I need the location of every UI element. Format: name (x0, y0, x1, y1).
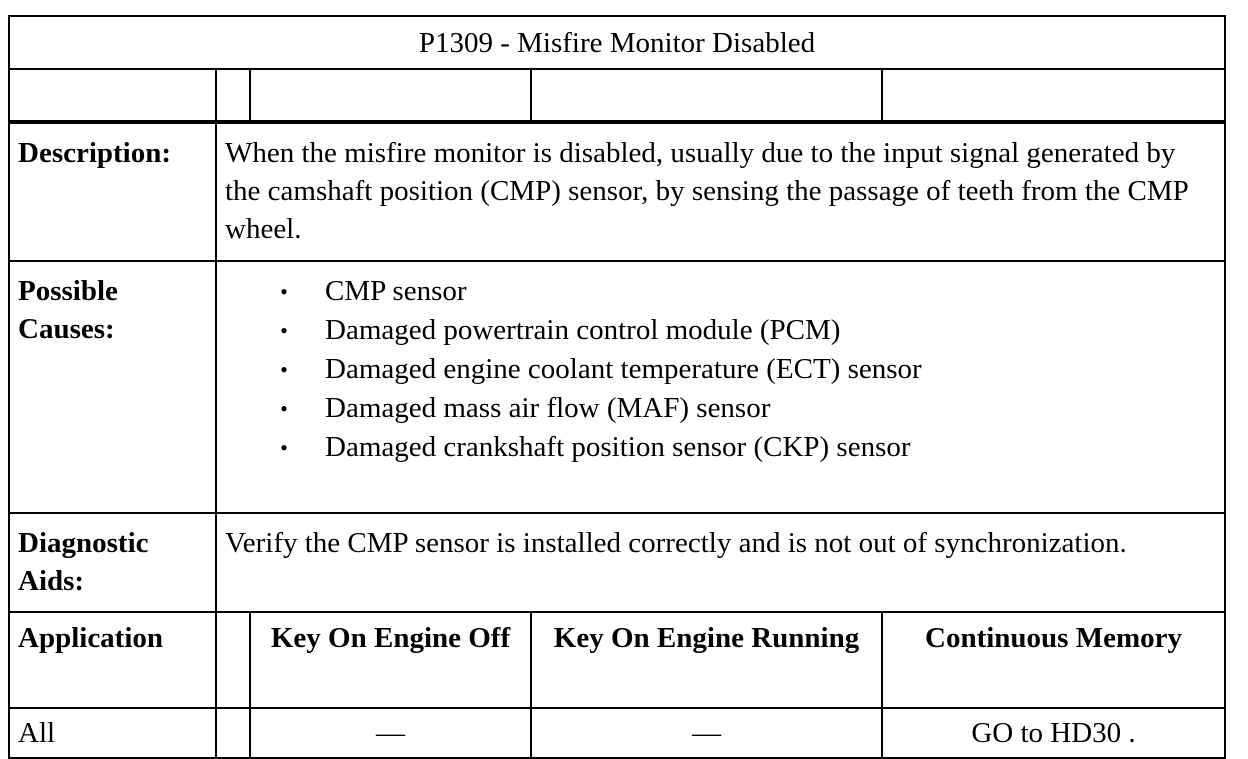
koer-header: Key On Engine Running (531, 612, 882, 708)
blank-cell (216, 69, 250, 122)
spacer-cell (216, 612, 250, 708)
description-text: When the misfire monitor is disabled, usually due to the input signal generated by the camshaft position (CMP) sensor, by sensing the passage of teeth from the CMP wheel. (216, 122, 1225, 261)
koer-cell: — (531, 708, 882, 758)
list-item: • Damaged crankshaft position sensor (CKP) sensor (325, 428, 1216, 467)
diagnostic-aids-label: Diagnostic Aids: (9, 513, 216, 612)
list-item: • Damaged mass air flow (MAF) sensor (325, 389, 1216, 428)
bullet-icon: • (280, 279, 288, 304)
spacer-cell (216, 708, 250, 758)
dtc-title: P1309 - Misfire Monitor Disabled (9, 16, 1225, 69)
table-row (9, 708, 1225, 758)
blank-row (9, 69, 1225, 122)
application-header: Application (9, 612, 216, 708)
koeo-cell: — (250, 708, 531, 758)
application-cell: All (9, 708, 216, 758)
list-item: • CMP sensor (325, 272, 1216, 311)
possible-causes-row (9, 261, 1225, 513)
blank-cell (250, 69, 531, 122)
list-item: • Damaged powertrain control module (PCM) (325, 311, 1216, 350)
application-header-row (9, 612, 1225, 708)
dtc-table (8, 15, 1226, 759)
possible-causes-cell (216, 261, 1225, 513)
bullet-icon: • (280, 396, 288, 421)
koeo-header: Key On Engine Off (250, 612, 531, 708)
bullet-icon: • (280, 318, 288, 343)
description-row (9, 122, 1225, 261)
diagnostic-aids-row (9, 513, 1225, 612)
description-label: Description: (9, 122, 216, 261)
diagnostic-aids-text: Verify the CMP sensor is installed correctly and is not out of synchronization. (216, 513, 1225, 612)
possible-causes-label: Possible Causes: (9, 261, 216, 513)
bullet-icon: • (280, 357, 288, 382)
list-item: • Damaged engine coolant temperature (ECT) sensor (325, 350, 1216, 389)
blank-cell (882, 69, 1225, 122)
possible-causes-list (225, 272, 1216, 467)
bullet-icon: • (280, 435, 288, 460)
continuous-memory-cell: GO to HD30 . (882, 708, 1225, 758)
blank-cell (531, 69, 882, 122)
blank-cell (9, 69, 216, 122)
continuous-memory-header: Continuous Memory (882, 612, 1225, 708)
